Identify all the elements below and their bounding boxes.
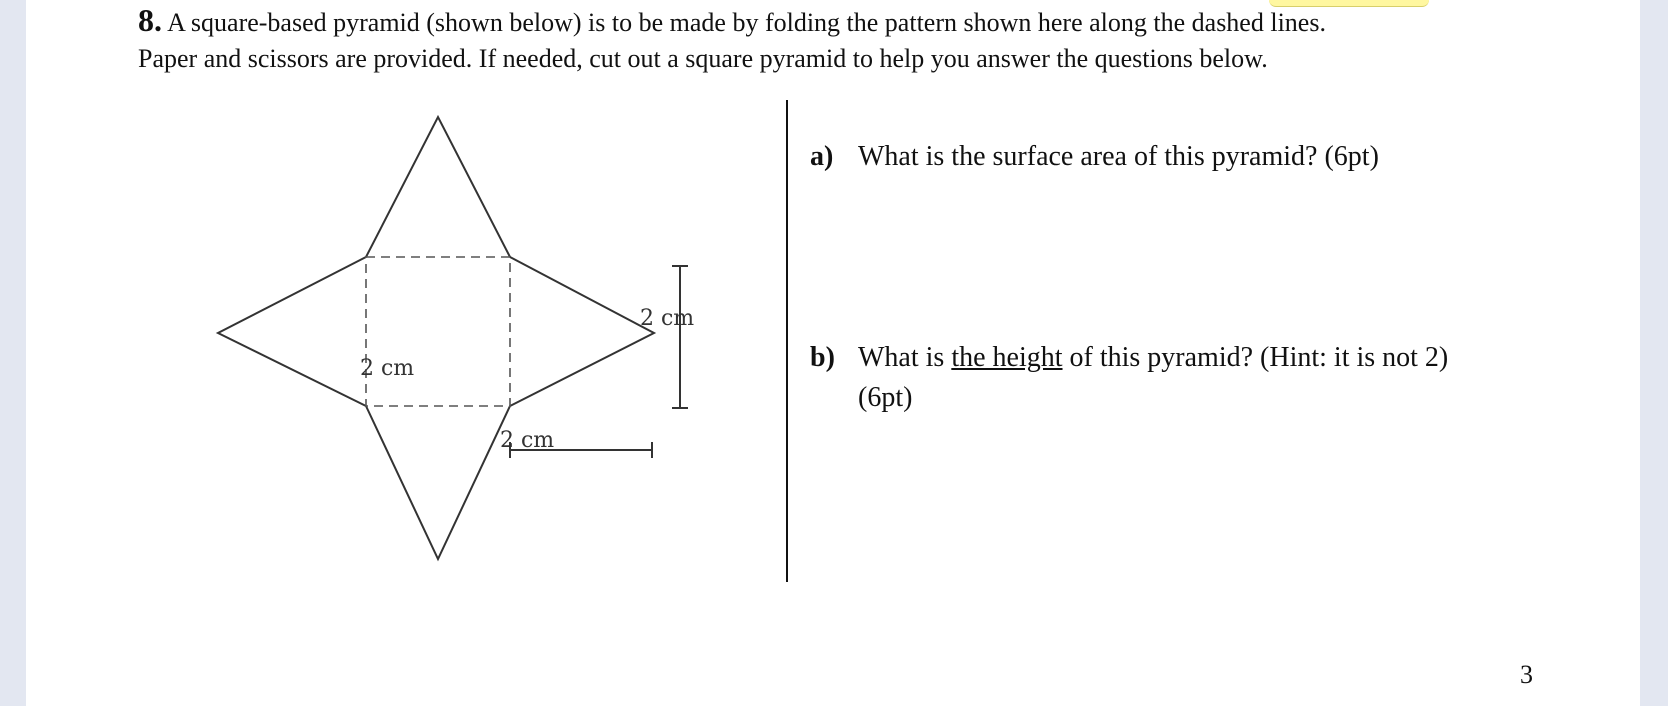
left-triangle	[218, 257, 366, 406]
question-b-letter: b)	[810, 342, 835, 373]
column-divider	[786, 100, 788, 582]
problem-line-1: A square-based pyramid (shown below) is to be made by folding the pattern shown here along the dashed lines.	[167, 8, 1326, 37]
question-a-text: What is the surface area of this pyramid? (6pt)	[858, 141, 1379, 172]
bottom-dimension-label: 2 cm	[500, 428, 555, 453]
problem-number: 8.	[138, 2, 162, 38]
bottom-triangle	[366, 406, 510, 559]
question-a-letter: a)	[810, 141, 834, 172]
right-triangle	[510, 257, 654, 406]
base-label: 2 cm	[360, 356, 415, 381]
question-b-points: (6pt)	[858, 382, 913, 413]
side-dimension-line	[672, 266, 688, 408]
question-b-text-before: What is	[858, 342, 952, 373]
pyramid-net-figure	[176, 100, 776, 580]
document-page	[26, 0, 1640, 706]
page-number: 3	[1520, 660, 1533, 689]
problem-statement	[138, 2, 1538, 77]
side-dimension-label: 2 cm	[640, 306, 695, 331]
question-b	[810, 338, 1490, 418]
net-outline	[218, 117, 654, 559]
question-b-text-after: of this pyramid? (Hint: it is not 2)	[1062, 342, 1449, 373]
base-square-dashed	[366, 257, 510, 406]
problem-line-2: Paper and scissors are provided. If needed, cut out a square pyramid to help you answer the questions below.	[138, 44, 1268, 73]
top-triangle	[366, 117, 510, 257]
question-a	[810, 137, 1490, 177]
question-b-underlined: the height	[951, 342, 1063, 373]
